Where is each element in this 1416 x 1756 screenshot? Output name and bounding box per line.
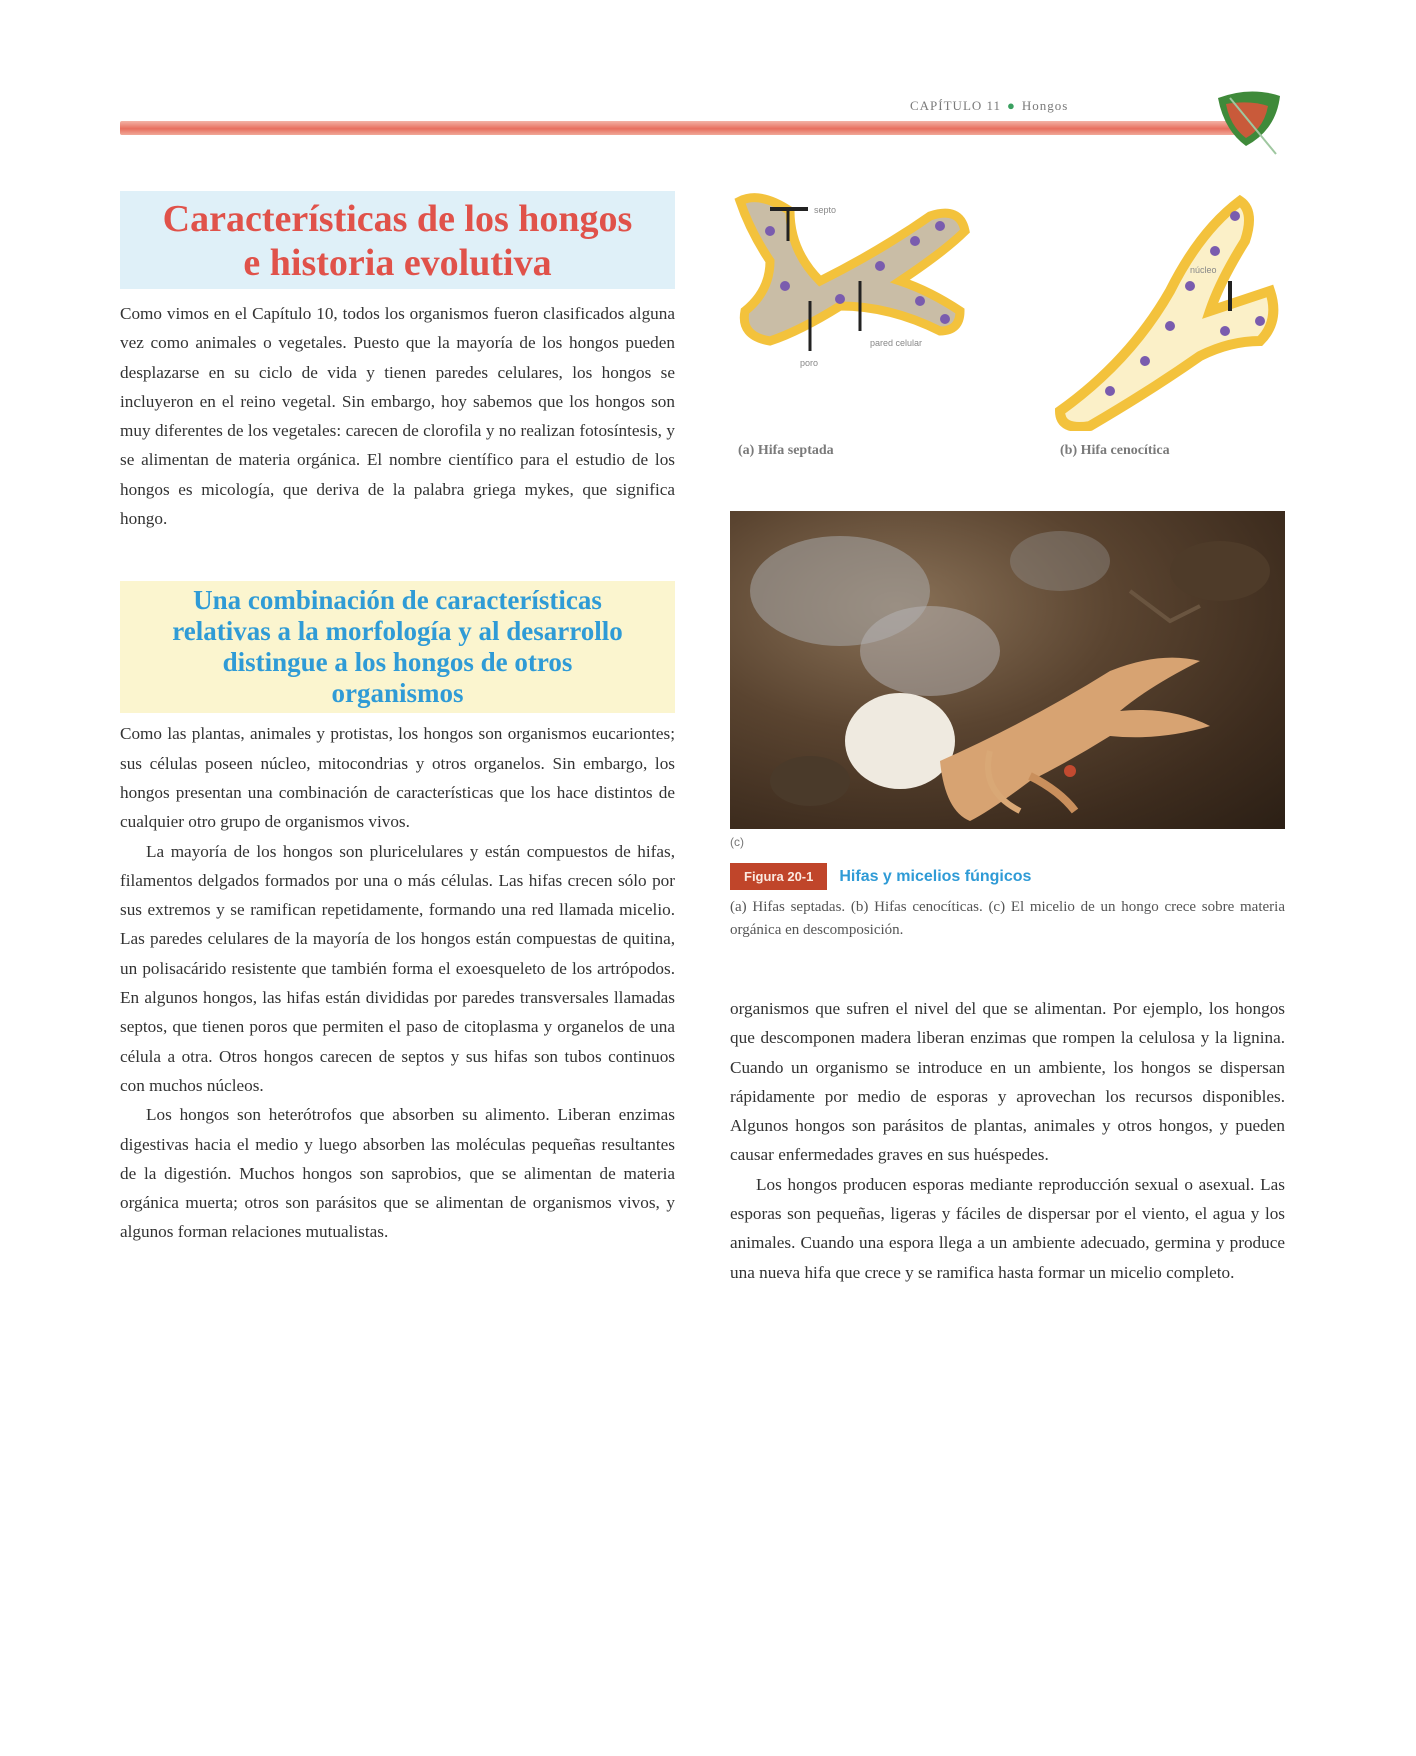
mycelium-photo (730, 511, 1285, 829)
figure-tag: Figura 20-1 (730, 863, 827, 890)
figure-caption: (a) Hifas septadas. (b) Hifas cenocíticas. (c) El micelio de un hongo crece sobre materia orgánica en descomposición. (730, 899, 1285, 938)
right-column (730, 191, 1285, 1287)
section-title-box (120, 191, 675, 289)
subhead-line-1: Una combinación de características (193, 585, 602, 616)
title-line-2: e historia evolutiva (243, 242, 552, 284)
diagram-b-caption: (b) Hifa cenocítica (1060, 443, 1170, 458)
intro-paragraph: Como vimos en el Capítulo 10, todos los organismos fueron clasificados alguna vez como animales o vegetales. Puesto que la mayoría de los hongos pueden desplazarse en su ciclo de vida y tienen paredes celulares, los hongos se incluyeron en el reino vegetal. Sin embargo, hoy sabemos que los hongos son muy diferentes de los vegetales: carecen de clorofila y no realizan fotosíntesis, y se alimentan de materia orgánica. El nombre científico para el estudio de los hongos es micología, que deriva de la palabra griega mykes, que significa hongo. (120, 304, 675, 529)
section-title (130, 197, 665, 285)
body-paragraph-2: La mayoría de los hongos son pluricelulares y están compuestos de hifas, filamentos delgados formados por una o más células. Las hifas crecen sólo por sus extremos y se ramifican repetidamente, formando una red llamada micelio. Las paredes celulares de la mayoría de los hongos están compuestas de quitina, un polisacárido resistente que también forma el exoesqueleto de los artrópodos. En algunos hongos, las hifas están divididas por paredes transversales llamadas septos, que tienen poros que permiten el paso de citoplasma y organelos de una célula a otra. Otros hongos carecen de septos y sus hifas son tubos continuos con muchos núcleos. (120, 841, 675, 1095)
separator-dot: ● (1007, 98, 1016, 113)
section-label: Hongos (1021, 98, 1069, 113)
right-paragraph-2: Los hongos producen esporas mediante reproducción sexual o asexual. Las esporas son pequeñas, ligeras y fáciles de dispersar por el viento, el agua y los animales. Cuando una espora llega a un ambiente adecuado, germina y produce una nueva hifa que crece y se ramifica hasta formar un micelio completo. (730, 1174, 1285, 1282)
figure-title: Hifas y micelios fúngicos (839, 867, 1032, 885)
body-paragraph-1: Como las plantas, animales y protistas, los hongos son organismos eucariontes; sus células poseen núcleo, mitocondrias y otros organelos. Sin embargo, los hongos presentan una combinación de características que los hace distintos de cualquier otro grupo de organismos vivos. (120, 724, 675, 832)
septate-hypha-diagram (730, 191, 995, 431)
chapter-label: CAPÍTULO 11 (910, 98, 1002, 113)
cell-wall-label: pared celular (870, 338, 923, 348)
subhead-line-3: distingue a los hongos de otros (222, 647, 573, 678)
hyphae-diagrams (730, 191, 1285, 471)
leaf-icon (1210, 86, 1286, 158)
header-rule (120, 121, 1245, 135)
septum-label: septo (814, 205, 837, 215)
photo-letter: (c) (730, 835, 744, 849)
right-text (730, 994, 1285, 1287)
subheading (130, 585, 665, 709)
nucleus-label: núcleo (1190, 265, 1217, 275)
subhead-line-2: relativas a la morfología y al desarrollo (172, 616, 623, 647)
left-column (120, 191, 675, 1247)
figure-heading (730, 863, 1285, 890)
subhead-line-4: organismos (331, 678, 464, 709)
right-paragraph-1: organismos que sufren el nivel del que se alimentan. Por ejemplo, los hongos que descomponen madera liberan enzimas que rompen la celulosa y la lignina. Cuando un organismo se introduce en un ambiente, los hongos se dispersan rápidamente por medio de esporas y aprovechan los recursos disponibles. Algunos hongos son parásitos de plantas, animales y otros hongos, y pueden causar enfermedades graves en sus huéspedes. (730, 999, 1285, 1165)
pore-label: poro (800, 358, 819, 368)
body-paragraph-3: Los hongos son heterótrofos que absorben su alimento. Liberan enzimas digestivas hacia el medio y luego absorben las moléculas pequeñas resultantes de la digestión. Muchos hongos son saprobios, que se alimentan de materia orgánica muerta; otros son parásitos que se alimentan de organismos vivos, y algunos forman relaciones mutualistas. (120, 1105, 675, 1242)
diagram-a-caption: (a) Hifa septada (738, 443, 834, 458)
mycelium-photo-art (730, 511, 1285, 829)
coenocytic-hypha-diagram (1050, 191, 1285, 431)
subheading-box (120, 581, 675, 713)
title-line-1: Características de los hongos (162, 198, 633, 240)
running-head (910, 98, 1068, 114)
